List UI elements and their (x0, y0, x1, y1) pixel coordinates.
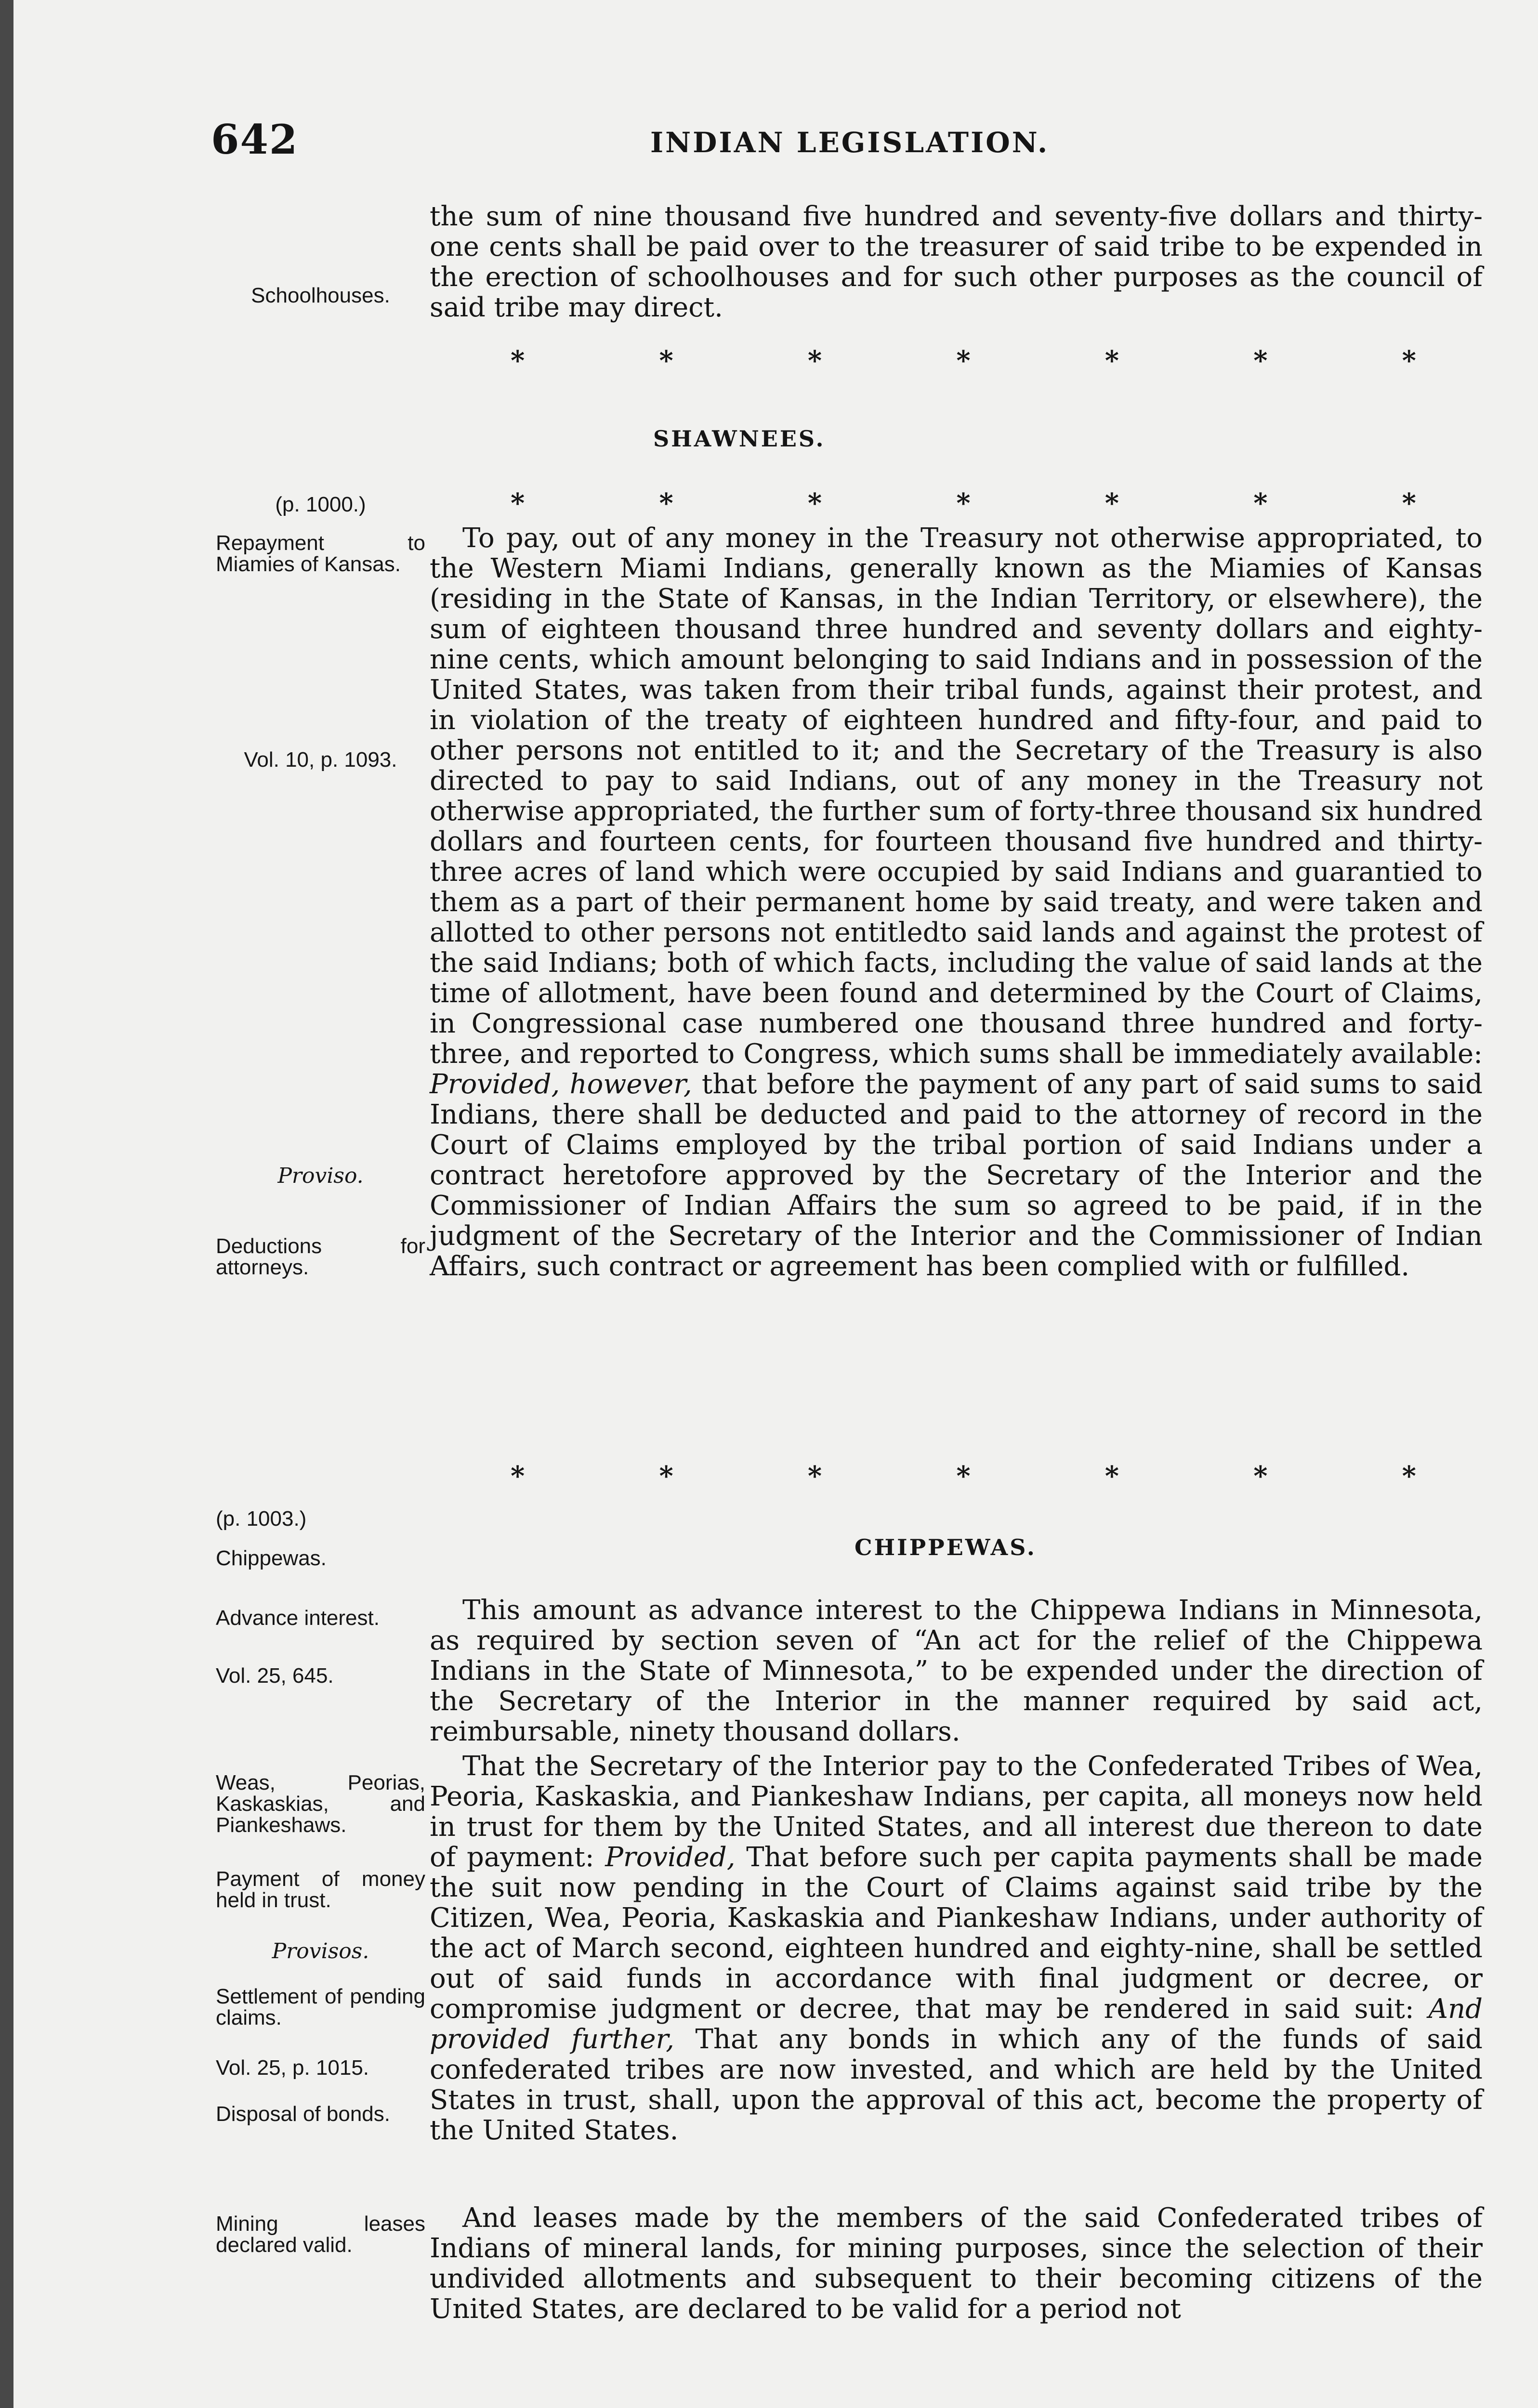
section-heading-chippewas: CHIPPEWAS. (854, 1534, 1037, 1560)
asterisk: * (511, 487, 525, 519)
paragraph-text: To pay, out of any money in the Treasury not otherwise appropriated, to the Western Miami Indians, generally known as the Miamies of Kansas (residing in the State of Kansas, in the Indian Territory, or elsewhere), the sum of eighteen thousand three hundred and seventy dollars and eighty-nine cents, which amount belonging to said Indians and in possession of the United States, was taken from their tribal funds, against their protest, and in violation of the treaty of eighteen hundred and fifty-four, and paid to other persons not entitled to it; and the Secretary of the Treasury is also directed to pay to said Indians, out of any money in the Treasury not otherwise appropriated, the further sum of forty-three thousand six hundred dollars and fourteen cents, for fourteen thousand five hundred and thirty-three acres of land which were occupied by said Indians and guarantied to them as a part of their permanent home by said treaty, and were taken and allotted to other persons not entitledto said lands and against the protest of the said Indians; both of which facts, including the value of said lands at the time of allotment, have been found and determined by the Court of Claims, in Congressional case numbered one thousand three hundred and forty-three, and reported to Congress, which sums shall be immediately available: (430, 523, 1483, 1070)
margin-note-page-ref: (p. 1003.) (216, 1507, 307, 1531)
margin-note-volume-ref: Vol. 25, p. 1015. (216, 2056, 369, 2080)
paragraph-text: And leases made by the members of the said Confederated tribes of Indians of mineral lands, for mining purposes, since the selection of their undivided allotments and subsequent to their becoming citizens of the United States, are declared to be valid for a period not (430, 2202, 1483, 2325)
asterisk: * (807, 345, 822, 377)
asterism-row-2 (511, 487, 1416, 519)
asterisk: * (956, 1460, 971, 1492)
section-heading-shawnees: SHAWNEES. (653, 426, 826, 452)
paragraph-confederated-tribes (430, 1751, 1483, 2146)
paragraph-text: That before such per capita payments shall be made the suit now pending in the Court of Claims against said tribe by the Citizen, Wea, Peoria, Kaskaskia and Piankeshaw Indians, under authority of the act of March second, eighteen hundred and eighty-nine, shall be settled out of said funds in accordance with final judgment or decree, or compromise judgment or decree, that may be rendered in said suit: (430, 1842, 1483, 2025)
margin-note-mining: Mining leases declared valid. (216, 2212, 425, 2257)
asterisk: * (1104, 345, 1119, 377)
margin-note-weas: Weas, Peorias, Kaskaskias, and Piankeshaws. (216, 1771, 425, 1837)
paragraph-miamies (430, 523, 1483, 1282)
asterisk: * (807, 1460, 822, 1492)
asterisk: * (1253, 345, 1268, 377)
paragraph-schoolhouses (430, 201, 1483, 323)
margin-note-payment: Payment of money held in trust. (216, 1867, 425, 1912)
asterism-row-1 (511, 345, 1416, 377)
margin-note-repayment: Repayment to Miamies of Kansas. (216, 531, 425, 576)
margin-note-proviso: Proviso. (277, 1164, 364, 1188)
margin-note-page-ref: (p. 1000.) (275, 493, 366, 516)
asterisk: * (1402, 345, 1416, 377)
paragraph-chippewa-interest (430, 1595, 1483, 1747)
page-number: 642 (211, 116, 299, 163)
asterisk: * (956, 345, 971, 377)
asterisk: * (659, 1460, 673, 1492)
margin-note-advance-interest: Advance interest. (216, 1606, 380, 1630)
asterism-row-3 (511, 1460, 1416, 1492)
asterisk: * (807, 487, 822, 519)
paragraph-text: That the Secretary of the Interior pay to the Confederated Tribes of Wea, Peoria, Kaskaskia, and Piankeshaw Indians, per capita, all moneys now held in trust for them by the United States, and all interest due thereon to date of payment: (430, 1751, 1483, 1873)
margin-note-deductions: Deductions for attorneys. (216, 1234, 425, 1279)
paragraph-text: the sum of nine thousand five hundred and seventy-five dollars and thirty-one cents shall be paid over to the treasurer of said tribe to be expended in the erection of schoolhouses and for such other purposes as the council of said tribe may direct. (430, 201, 1483, 323)
margin-note-settlement: Settlement of pending claims. (216, 1985, 425, 2029)
asterisk: * (511, 345, 525, 377)
asterisk: * (1104, 1460, 1119, 1492)
margin-note-schoolhouses: Schoolhouses. (251, 284, 390, 307)
asterisk: * (659, 487, 673, 519)
asterisk: * (956, 487, 971, 519)
asterisk: * (1402, 1460, 1416, 1492)
margin-note-chippewas: Chippewas. (216, 1546, 327, 1570)
margin-note-disposal: Disposal of bonds. (216, 2102, 390, 2126)
asterisk: * (1402, 487, 1416, 519)
and-provided-italic: And provided further, (430, 1993, 1483, 2055)
asterisk: * (1253, 1460, 1268, 1492)
paragraph-text: That any bonds in which any of the funds of said confederated tribes are now invested, and which are held by the United States in trust, shall, upon the approval of this act, become the property of the United States. (430, 2024, 1483, 2146)
asterisk: * (659, 345, 673, 377)
paragraph-text: This amount as advance interest to the Chippewa Indians in Minnesota, as required by section seven of “An act for the relief of the Chippewa Indians in the State of Minnesota,” to be expended under the direction of the Secretary of the Interior in the manner required by said act, reimbursable, ninety thousand dollars. (430, 1595, 1483, 1747)
proviso-italic: Provided, however, (430, 1069, 692, 1100)
running-title: INDIAN LEGISLATION. (650, 126, 1050, 159)
margin-note-volume-ref: Vol. 10, p. 1093. (244, 748, 397, 772)
asterisk: * (1253, 487, 1268, 519)
provided-italic: Provided, (605, 1842, 736, 1873)
asterisk: * (1104, 487, 1119, 519)
paragraph-mining-leases (430, 2203, 1483, 2324)
asterisk: * (511, 1460, 525, 1492)
margin-note-volume-ref: Vol. 25, 645. (216, 1664, 334, 1688)
paragraph-text: that before the payment of any part of said sums to said Indians, there shall be deducted and paid to the attorney of record in the Court of Claims employed by the tribal portion of said Indians under a contract heretofore approved by the Secretary of the Interior and the Commissioner of Indian Affairs the sum so agreed to be paid, if in the judgment of the Secretary of the Interior and the Commissioner of Indian Affairs, such contract or agreement has been complied with or fulfilled. (430, 1069, 1483, 1282)
margin-note-provisos: Provisos. (272, 1939, 369, 1963)
